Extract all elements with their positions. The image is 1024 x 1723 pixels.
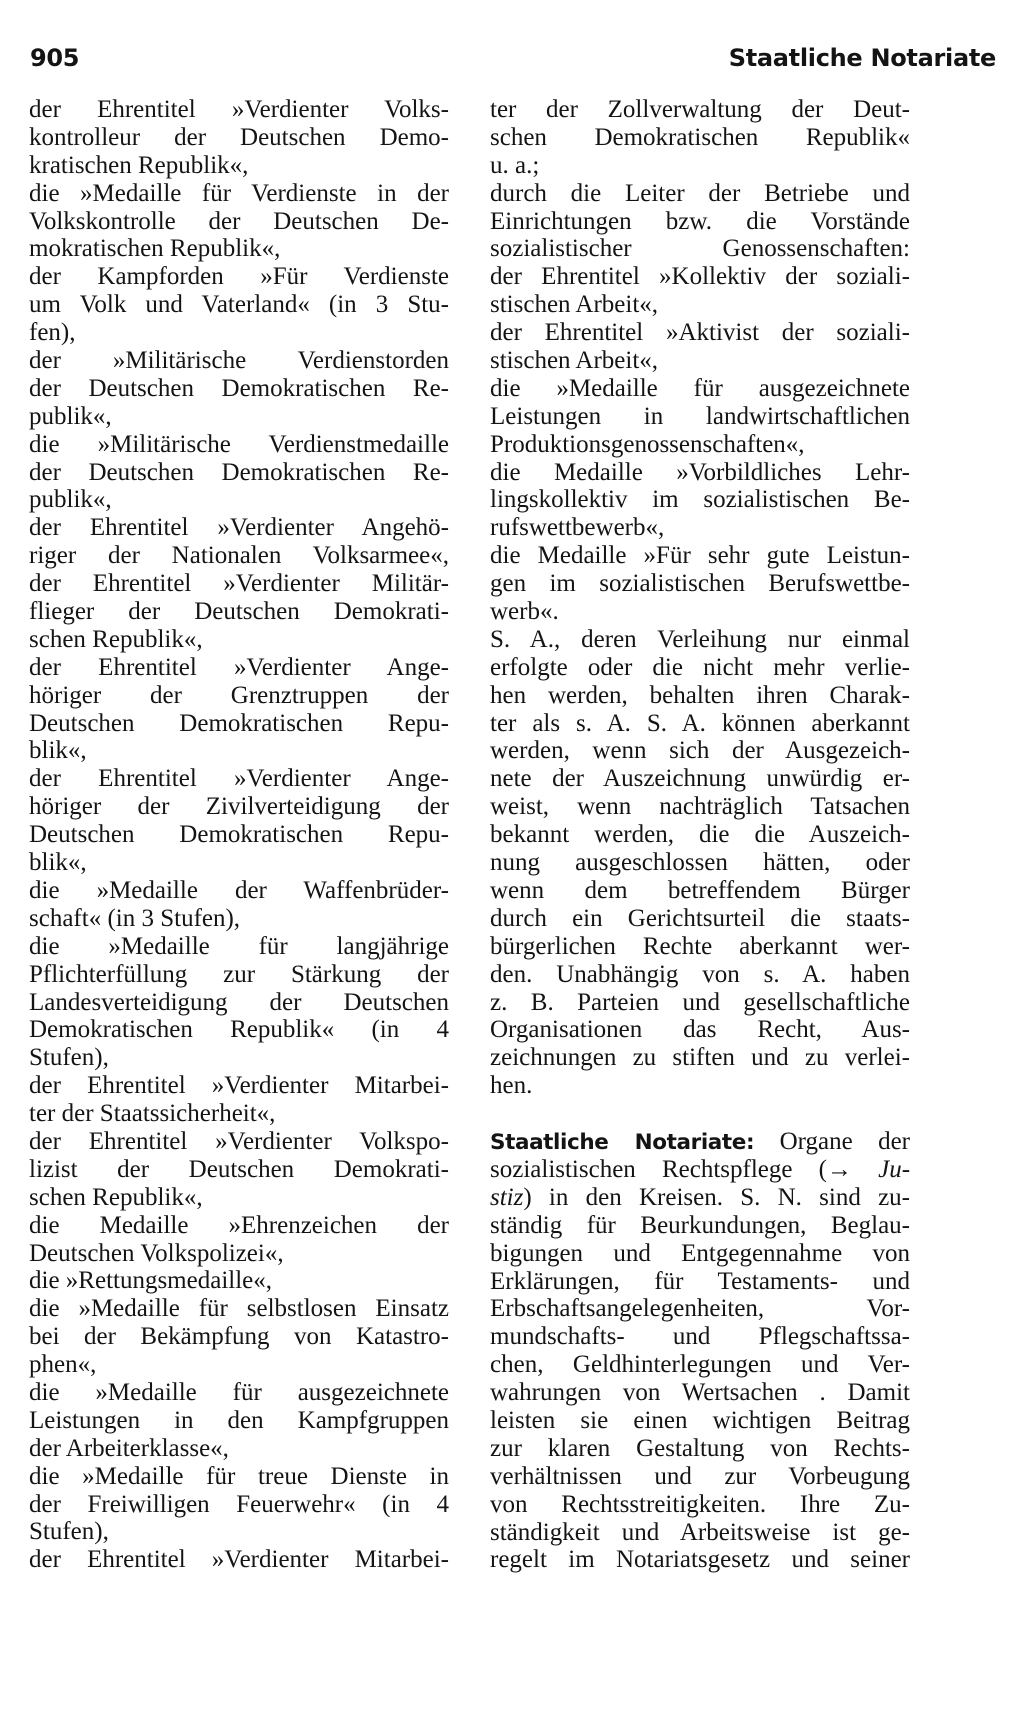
text-line: ständigkeit und Arbeitsweise ist ge- bbox=[490, 1518, 910, 1546]
dictionary-entry bbox=[490, 1128, 910, 1574]
entry-first-line bbox=[490, 1128, 910, 1156]
text-line: riger der Nationalen Volksarmee«, bbox=[29, 542, 449, 570]
text-line: Stufen), bbox=[29, 1044, 109, 1072]
text-line: Organisationen das Recht, Aus- bbox=[490, 1016, 910, 1044]
text-line: bekannt werden, die die Auszeich- bbox=[490, 821, 910, 849]
text-line: schen Demokratischen Republik« bbox=[490, 123, 910, 151]
text-line: schaft« (in 3 Stufen), bbox=[29, 904, 241, 932]
text-line: lizist der Deutschen Demokrati- bbox=[29, 1155, 449, 1183]
right-column bbox=[490, 96, 910, 1574]
text-line: kontrolleur der Deutschen Demo- bbox=[29, 123, 449, 151]
text-line: die Medaille »Vorbildliches Lehr- bbox=[490, 458, 910, 486]
text-line: zur klaren Gestaltung von Rechts- bbox=[490, 1434, 910, 1462]
text-line: Leistungen in landwirtschaftlichen bbox=[490, 402, 910, 430]
left-column bbox=[29, 96, 449, 1574]
text-line: bei der Bekämpfung von Katastro- bbox=[29, 1323, 449, 1351]
text-line: stischen Arbeit«, bbox=[490, 347, 659, 375]
text-line: der Ehrentitel »Verdienter Volks- bbox=[29, 96, 449, 123]
text-line: Landesverteidigung der Deutschen bbox=[29, 988, 449, 1016]
text-line: die »Medaille für treue Dienste in bbox=[29, 1462, 449, 1490]
text-line: der Ehrentitel »Aktivist der soziali- bbox=[490, 319, 910, 347]
text-line: der Ehrentitel »Kollektiv der soziali- bbox=[490, 263, 910, 291]
text-line: blik«, bbox=[29, 849, 87, 877]
text-line: ter der Staatssicherheit«, bbox=[29, 1100, 276, 1128]
text-line: wahrungen von Wertsachen . Damit bbox=[490, 1379, 910, 1407]
text-line: der Kampforden »Für Verdienste bbox=[29, 263, 449, 291]
paragraph-gap bbox=[490, 1100, 910, 1128]
entry-headword: Staatliche Notariate: bbox=[490, 1130, 755, 1156]
text-line: die »Militärische Verdienstmedaille bbox=[29, 430, 449, 458]
cross-reference-link[interactable]: Ju- bbox=[878, 1155, 910, 1183]
right-column-continuation bbox=[490, 96, 910, 1100]
text-line: regelt im Notariatsgesetz und seiner bbox=[490, 1546, 910, 1574]
text-line: Einrichtungen bzw. die Vorstände bbox=[490, 207, 910, 235]
text-line: der Arbeiterklasse«, bbox=[29, 1434, 229, 1462]
text-line: Erbschaftsangelegenheiten, Vor- bbox=[490, 1295, 910, 1323]
text-line: blik«, bbox=[29, 737, 87, 765]
text-line: der Ehrentitel »Verdienter Volkspo- bbox=[29, 1127, 449, 1155]
text-line: flieger der Deutschen Demokrati- bbox=[29, 598, 449, 626]
text-line: kratischen Republik«, bbox=[29, 151, 249, 179]
entry-line-text: ) in den Kreisen. S. N. sind zu- bbox=[523, 1183, 910, 1211]
text-line: werden, wenn sich der Ausgezeich- bbox=[490, 737, 910, 765]
text-line: ter als s. A. S. A. können aberkannt bbox=[490, 709, 910, 737]
cross-reference-link-continued[interactable]: stiz bbox=[490, 1183, 524, 1211]
text-line: nete der Auszeichnung unwürdig er- bbox=[490, 765, 910, 793]
text-line: bürgerlichen Rechte aberkannt wer- bbox=[490, 932, 910, 960]
text-line: lingskollektiv im sozialistischen Be- bbox=[490, 486, 910, 514]
entry-body bbox=[490, 1212, 910, 1575]
entry-third-line bbox=[490, 1184, 910, 1212]
text-line: schen Republik«, bbox=[29, 1183, 203, 1211]
text-line: der Ehrentitel »Verdienter Ange- bbox=[29, 653, 449, 681]
text-line: Demokratischen Republik« (in 4 bbox=[29, 1016, 449, 1044]
text-line: Deutschen Demokratischen Repu- bbox=[29, 709, 449, 737]
text-line: z. B. Parteien und gesellschaftliche bbox=[490, 988, 910, 1016]
text-line: mundschafts- und Pflegschaftssa- bbox=[490, 1323, 910, 1351]
text-line: die »Rettungsmedaille«, bbox=[29, 1267, 273, 1295]
text-line: höriger der Grenztruppen der bbox=[29, 681, 449, 709]
running-title: Staatliche Notariate bbox=[728, 44, 996, 72]
text-line: Deutschen Volkspolizei«, bbox=[29, 1239, 284, 1267]
text-line: der Deutschen Demokratischen Re- bbox=[29, 374, 449, 402]
text-line: von Rechtsstreitigkeiten. Ihre Zu- bbox=[490, 1490, 910, 1518]
page-header bbox=[28, 44, 996, 78]
text-line: weist, wenn nachträglich Tatsachen bbox=[490, 793, 910, 821]
text-line: die Medaille »Ehrenzeichen der bbox=[29, 1211, 449, 1239]
text-line: ständig für Beurkundungen, Beglau- bbox=[490, 1211, 910, 1239]
text-line: ter der Zollverwaltung der Deut- bbox=[490, 96, 910, 123]
text-line: den. Unabhängig von s. A. haben bbox=[490, 960, 910, 988]
text-line: der Ehrentitel »Verdienter Mitarbei- bbox=[29, 1546, 449, 1574]
text-line: der Ehrentitel »Verdienter Militär- bbox=[29, 570, 449, 598]
text-line: die »Medaille für ausgezeichnete bbox=[29, 1378, 449, 1406]
entry-first-line-text: Organe der bbox=[779, 1128, 910, 1156]
text-line: gen im sozialistischen Berufswettbe- bbox=[490, 570, 910, 598]
text-line: Stufen), bbox=[29, 1518, 109, 1546]
text-line: leisten sie einen wichtigen Beitrag bbox=[490, 1406, 910, 1434]
text-line: bigungen und Entgegennahme von bbox=[490, 1239, 910, 1267]
text-line: nung ausgeschlossen hätten, oder bbox=[490, 849, 910, 877]
text-line: der Deutschen Demokratischen Re- bbox=[29, 458, 449, 486]
text-line: zeichnungen zu stiften und zu verlei- bbox=[490, 1044, 910, 1072]
text-line: Deutschen Demokratischen Repu- bbox=[29, 821, 449, 849]
text-line: der Ehrentitel »Verdienter Mitarbei- bbox=[29, 1072, 449, 1100]
entry-line-text: sozialistischen Rechtspflege ( bbox=[490, 1155, 827, 1183]
text-line: Leistungen in den Kampfgruppen bbox=[29, 1406, 449, 1434]
text-line: der Ehrentitel »Verdienter Ange- bbox=[29, 765, 449, 793]
text-line: publik«, bbox=[29, 402, 112, 430]
text-line: die »Medaille der Waffenbrüder- bbox=[29, 876, 449, 904]
text-line: phen«, bbox=[29, 1351, 97, 1379]
text-line: S. A., deren Verleihung nur einmal bbox=[490, 625, 910, 653]
text-line: wenn dem betreffendem Bürger bbox=[490, 876, 910, 904]
text-line: erfolgte oder die nicht mehr verlie- bbox=[490, 653, 910, 681]
text-line: die »Medaille für Verdienste in der bbox=[29, 179, 449, 207]
text-line: um Volk und Vaterland« (in 3 Stu- bbox=[29, 291, 449, 319]
text-line: werb«. bbox=[490, 598, 559, 626]
text-line: Erklärungen, für Testaments- und bbox=[490, 1267, 910, 1295]
cross-reference-arrow-icon: → bbox=[826, 1155, 852, 1183]
text-line: chen, Geldhinterlegungen und Ver- bbox=[490, 1351, 910, 1379]
text-line: sozialistischer Genossenschaften: bbox=[490, 235, 910, 263]
text-line: durch die Leiter der Betriebe und bbox=[490, 179, 910, 207]
text-line: die »Medaille für ausgezeichnete bbox=[490, 374, 910, 402]
text-line: die Medaille »Für sehr gute Leistun- bbox=[490, 542, 910, 570]
text-line: Volkskontrolle der Deutschen De- bbox=[29, 207, 449, 235]
text-line: der »Militärische Verdienstorden bbox=[29, 347, 449, 375]
text-line: der Freiwilligen Feuerwehr« (in 4 bbox=[29, 1490, 449, 1518]
text-line: mokratischen Republik«, bbox=[29, 235, 281, 263]
text-line: hen werden, behalten ihren Charak- bbox=[490, 681, 910, 709]
text-line: der Ehrentitel »Verdienter Angehö- bbox=[29, 514, 449, 542]
text-line: durch ein Gerichtsurteil die staats- bbox=[490, 904, 910, 932]
text-line: Produktionsgenossenschaften«, bbox=[490, 430, 805, 458]
text-line: hen. bbox=[490, 1072, 533, 1100]
text-line: stischen Arbeit«, bbox=[490, 291, 659, 319]
text-line: schen Republik«, bbox=[29, 625, 203, 653]
text-line: fen), bbox=[29, 319, 76, 347]
page-number: 905 bbox=[30, 44, 80, 72]
entry-second-line bbox=[490, 1156, 910, 1184]
text-line: publik«, bbox=[29, 486, 112, 514]
text-line: verhältnissen und zur Vorbeugung bbox=[490, 1462, 910, 1490]
text-line: Pflichterfüllung zur Stärkung der bbox=[29, 960, 449, 988]
text-line: die »Medaille für langjährige bbox=[29, 932, 449, 960]
text-line: rufswettbewerb«, bbox=[490, 514, 665, 542]
text-line: die »Medaille für selbstlosen Einsatz bbox=[29, 1295, 449, 1323]
text-line: höriger der Zivilverteidigung der bbox=[29, 793, 449, 821]
text-line: u. a.; bbox=[490, 151, 540, 179]
